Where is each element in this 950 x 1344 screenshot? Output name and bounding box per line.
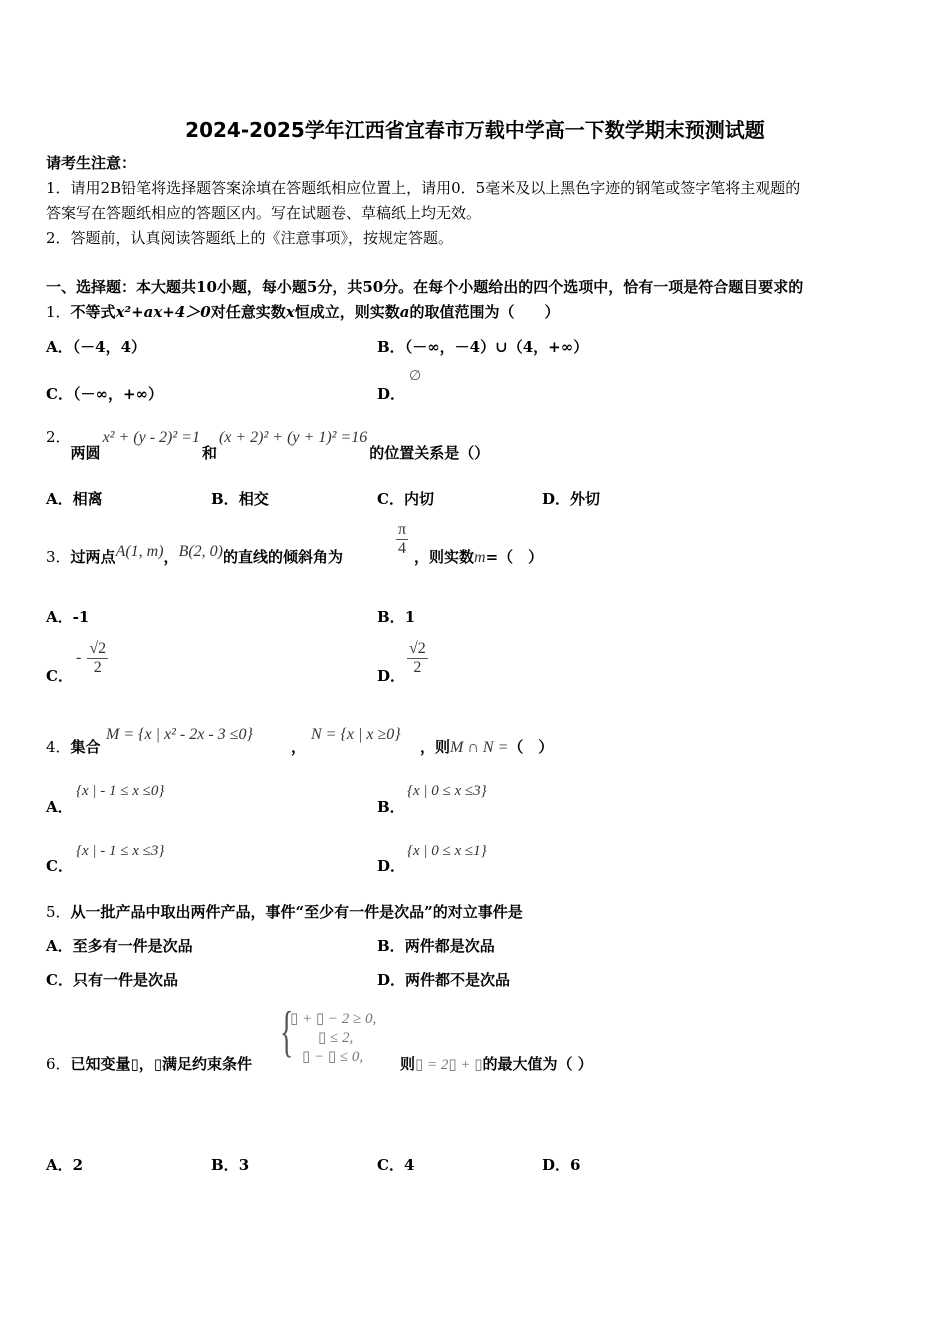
option-c[interactable] <box>377 1154 414 1175</box>
question-number: 3． <box>46 548 71 566</box>
option-label: A． <box>46 338 73 356</box>
question-text: 从一批产品中取出两件产品，事件“至少有一件是次品”的对立事件是 <box>70 903 523 921</box>
question-text: 则 <box>400 1055 416 1073</box>
question-2 <box>46 426 490 462</box>
question-3 <box>46 543 344 567</box>
option-label: D． <box>377 385 406 403</box>
question-text: 的直线的倾斜角为 <box>223 548 344 566</box>
option-label: B． <box>377 798 405 816</box>
question-4 <box>46 736 101 757</box>
question-4-tail <box>420 736 553 757</box>
option-text: -1 <box>72 608 90 626</box>
option-text: 两件都是次品 <box>404 937 495 955</box>
question-5 <box>46 901 523 922</box>
option-text: 4 <box>403 1156 415 1174</box>
option-label: A． <box>46 798 73 816</box>
option-text: （－4，4） <box>72 338 147 356</box>
option-text: 1 <box>404 608 416 626</box>
option-label: D． <box>542 490 571 508</box>
option-label: B． <box>377 608 405 626</box>
option-text: （－∞，－4）∪（4，+∞） <box>404 338 589 356</box>
set-m: M = {x | x² - 2x - 3 ≤0} <box>106 726 253 743</box>
option-c[interactable] <box>46 855 73 876</box>
option-a[interactable] <box>46 606 89 627</box>
option-text: 3 <box>238 1156 250 1174</box>
option-b[interactable] <box>377 935 495 956</box>
question-text: ，则实数 <box>414 548 475 566</box>
question-number: 6． <box>46 1055 71 1073</box>
option-label: D． <box>542 1156 571 1174</box>
option-text: 相离 <box>72 490 103 508</box>
math-variable: x <box>285 303 295 321</box>
question-text: 集合 <box>70 738 101 756</box>
option-label: C． <box>377 1156 404 1174</box>
question-6 <box>46 1053 252 1074</box>
option-text: 两件都不是次品 <box>405 971 511 989</box>
option-d[interactable] <box>377 665 405 686</box>
option-text: 外切 <box>570 490 601 508</box>
math-variable: m <box>474 549 486 566</box>
option-d-set: {x | 0 ≤ x ≤1} <box>407 843 487 859</box>
option-label: A． <box>46 608 73 626</box>
option-text: 内切 <box>403 490 434 508</box>
option-a[interactable] <box>46 488 103 509</box>
option-text: 至多有一件是次品 <box>72 937 193 955</box>
option-label: D． <box>377 971 406 989</box>
option-text: 相交 <box>238 490 269 508</box>
option-label: B． <box>377 338 405 356</box>
option-label: B． <box>211 490 239 508</box>
notice-line-2: 2．答题前，认真阅读答题纸上的《注意事项》，按规定答题。 <box>46 229 454 247</box>
option-text: 只有一件是次品 <box>72 971 178 989</box>
point-a: A(1, m) <box>115 543 164 560</box>
option-label: C． <box>46 971 73 989</box>
option-label: A． <box>46 490 73 508</box>
option-a[interactable] <box>46 796 73 817</box>
option-a[interactable] <box>46 336 146 357</box>
question-text: 两圆 <box>70 444 101 462</box>
angle-fraction <box>396 521 408 557</box>
question-text: ， <box>163 548 179 566</box>
question-text: 的取值范围为（ ） <box>409 303 560 321</box>
option-text: 2 <box>72 1156 84 1174</box>
question-number: 5． <box>46 903 71 921</box>
option-b-set: {x | 0 ≤ x ≤3} <box>407 783 487 799</box>
question-1 <box>46 301 559 322</box>
circle-equation-1: x² + (y - 2)² =1 <box>102 429 200 446</box>
question-number: 1． <box>46 303 71 321</box>
option-label: B． <box>377 937 405 955</box>
fraction-numerator: π <box>398 521 407 538</box>
question-text: 的最大值为（ ） <box>482 1055 593 1073</box>
circle-equation-2: (x + 2)² + (y + 1)² =16 <box>218 429 368 446</box>
option-d[interactable] <box>377 855 405 876</box>
option-d[interactable] <box>542 488 600 509</box>
option-label: A． <box>46 937 73 955</box>
option-label: A． <box>46 1156 73 1174</box>
set-n: N = {x | x ≥0} <box>311 726 401 743</box>
question-text: 已知变量▯，▯满足约束条件 <box>70 1055 253 1073</box>
question-text: 恒成立，则实数 <box>294 303 400 321</box>
option-a[interactable] <box>46 935 193 956</box>
question-text: 对任意实数 <box>210 303 286 321</box>
option-label: C． <box>46 857 73 875</box>
notice-heading: 请考生注意： <box>46 154 137 172</box>
option-b[interactable] <box>211 1154 249 1175</box>
question-text: =（ ） <box>485 548 544 566</box>
math-expression: M ∩ N = <box>450 739 509 756</box>
option-b[interactable] <box>377 606 415 627</box>
brace-icon: { <box>280 1001 294 1063</box>
notice-line-1b: 答案写在答题纸相应的答题区内。写在试题卷、草稿纸上均无效。 <box>46 204 482 222</box>
option-d[interactable] <box>377 383 405 404</box>
option-c-fraction <box>76 640 108 676</box>
option-label: C． <box>46 385 73 403</box>
fraction-numerator: √2 <box>89 640 107 657</box>
question-number: 2． <box>46 428 71 446</box>
option-b[interactable] <box>377 796 405 817</box>
option-label: D． <box>377 857 406 875</box>
option-d[interactable] <box>542 1154 580 1175</box>
option-a[interactable] <box>46 1154 83 1175</box>
option-c-set: {x | - 1 ≤ x ≤3} <box>76 843 165 859</box>
option-b[interactable] <box>211 488 269 509</box>
notice-line-1a: 1．请用2B铅笔将选择题答案涂填在答题纸相应位置上，请用0．5毫米及以上黑色字迹的钢笔或签字笔将主观题的 <box>46 179 801 197</box>
question-text: 不等式 <box>70 303 116 321</box>
question-text: ，则 <box>420 738 451 756</box>
constraint-3: ▯ − ▯ ≤ 0, <box>302 1049 364 1065</box>
option-b[interactable] <box>377 336 588 357</box>
question-text: 的位置关系是（） <box>369 444 490 462</box>
question-6-tail <box>400 1053 593 1074</box>
question-number: 4． <box>46 738 71 756</box>
option-a-set: {x | - 1 ≤ x ≤0} <box>76 783 165 799</box>
option-c[interactable] <box>46 665 73 686</box>
point-b: B(2, 0) <box>178 543 223 560</box>
objective-function: ▯ = 2▯ + ▯ <box>415 1057 483 1073</box>
option-c[interactable] <box>377 488 434 509</box>
fraction-denominator: 4 <box>398 539 407 557</box>
fraction-denominator: 2 <box>93 658 102 676</box>
option-text: （－∞，+∞） <box>72 385 164 403</box>
question-text: 过两点 <box>70 548 116 566</box>
math-expression: x²+ax+4＞0 <box>115 303 211 321</box>
question-text: 和 <box>201 444 217 462</box>
minus-sign: - <box>76 649 82 667</box>
fraction-numerator: √2 <box>409 640 426 657</box>
option-c[interactable] <box>46 383 163 404</box>
question-text: （ ） <box>508 738 554 756</box>
section-heading: 一、选择题：本大题共10小题，每小题5分，共50分。在每个小题给出的四个选项中，恰有一项是符合题目要求的 <box>46 278 804 296</box>
option-d[interactable] <box>377 969 510 990</box>
math-variable: a <box>399 303 410 321</box>
option-label: B． <box>211 1156 239 1174</box>
constraint-2: ▯ ≤ 2, <box>318 1030 354 1046</box>
option-label: C． <box>46 667 73 685</box>
option-d-fraction <box>407 640 428 676</box>
option-label: D． <box>377 667 406 685</box>
fraction-denominator: 2 <box>413 658 422 676</box>
constraint-1: ▯ + ▯ − 2 ≥ 0, <box>290 1011 377 1027</box>
question-3-tail <box>414 546 543 567</box>
page-title: 2024-2025学年江西省宜春市万载中学高一下数学期末预测试题 <box>185 118 765 142</box>
question-text: ， <box>291 738 307 756</box>
option-label: C． <box>377 490 404 508</box>
option-text: 6 <box>570 1156 581 1174</box>
option-c[interactable] <box>46 969 178 990</box>
empty-set-symbol: ∅ <box>409 368 422 384</box>
